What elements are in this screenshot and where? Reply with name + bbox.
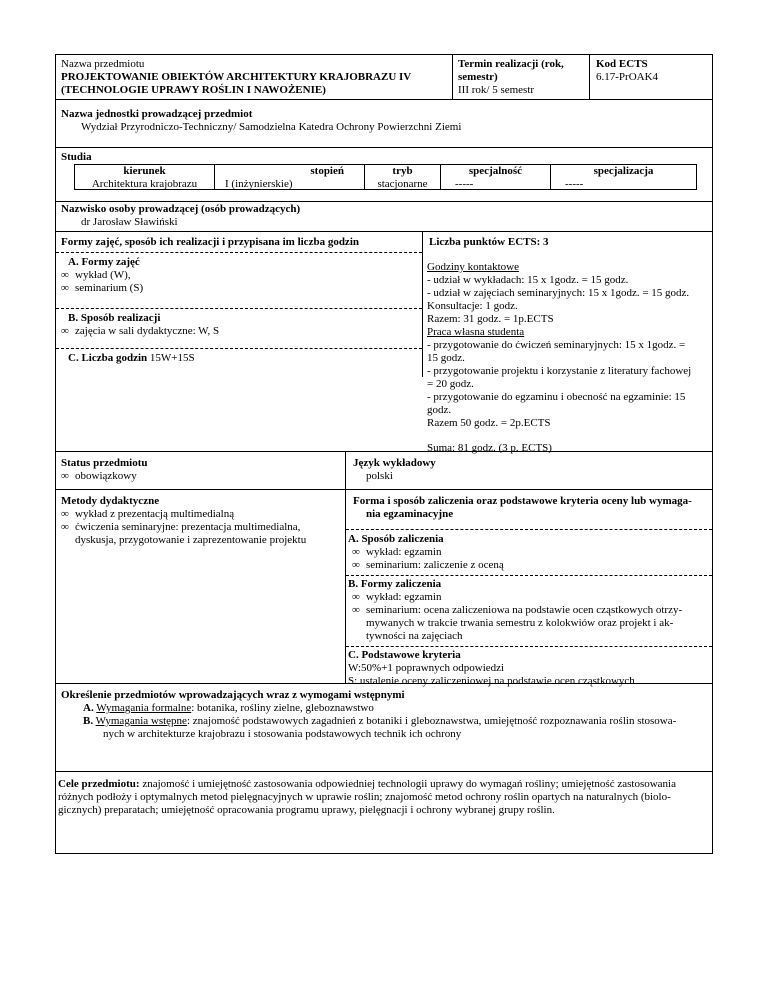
- list-item: ∞ seminarium (S): [61, 282, 144, 294]
- forms-column: [56, 232, 423, 377]
- bullet-icon: ∞: [352, 559, 360, 571]
- studies-col-tryb: [365, 165, 441, 189]
- requirements-section: [55, 684, 713, 772]
- subject-name-cell: [56, 55, 453, 99]
- subject-name-line2: (TECHNOLOGIE UPRAWY ROŚLIN I NAWOŻENIE): [61, 84, 326, 96]
- forms-c: [56, 348, 422, 365]
- term-cell: [453, 55, 590, 99]
- bullet-icon: ∞: [61, 508, 69, 520]
- studies-header-tryb: tryb: [392, 165, 413, 177]
- bullet-icon: ∞: [352, 604, 360, 616]
- requirements-formal: A. Wymagania formalne: botanika, rośliny zielne, gleboznawstwo: [83, 702, 374, 714]
- lecturer-value: dr Jarosław Sławiński: [81, 216, 178, 228]
- studies-col-stopien: [215, 165, 365, 189]
- list-item: ∞ seminarium: zaliczenie z oceną: [352, 559, 504, 571]
- status-list: [61, 470, 345, 483]
- forms-b: [56, 308, 422, 348]
- ects-own-line: - przygotowanie projektu i korzystanie z literatury fachowej: [427, 365, 692, 377]
- bullet-icon: ∞: [61, 325, 69, 337]
- subject-name-line1: PROJEKTOWANIE OBIEKTÓW ARCHITEKTURY KRAJOBRAZU IV: [61, 71, 412, 83]
- ects-own-work-label: Praca własna studenta: [427, 326, 525, 338]
- assessment-b-title: B. Formy zaliczenia: [348, 578, 442, 590]
- studies-value-specjalizacja: -----: [565, 178, 584, 190]
- goals-section: [55, 772, 713, 854]
- methods-list: [61, 508, 345, 547]
- assessment-a: [346, 530, 712, 576]
- language-label: Język wykładowy: [353, 457, 436, 469]
- list-item: ∞ wykład (W),: [61, 269, 131, 281]
- language-value: polski: [366, 470, 393, 482]
- forms-c-title: C. Liczba godzin: [68, 352, 148, 364]
- goals-line1: Cele przedmiotu: znajomość i umiejętność zastosowania odpowiedniej technologii uprawy do wymagań rośliny; umiejętność zastosowania: [58, 778, 676, 790]
- requirements-formal-label: Wymagania formalne: [96, 702, 192, 714]
- ects-contact-line: Razem: 31 godz. = 1p.ECTS: [427, 313, 554, 325]
- assessment-cell: [346, 490, 712, 687]
- ects-code-cell: [590, 55, 712, 99]
- studies-header-stopien: stopień: [310, 165, 344, 177]
- ects-own-line: = 20 godz.: [427, 378, 474, 390]
- ects-own-line: 15 godz.: [427, 352, 465, 364]
- ects-contact-label: Godziny kontaktowe: [427, 261, 519, 273]
- requirements-entry-label: Wymagania wstępne: [95, 715, 187, 727]
- bullet-icon: ∞: [352, 546, 360, 558]
- ects-code-label: Kod ECTS: [596, 58, 648, 70]
- ects-own-line: - przygotowanie do ćwiczeń seminaryjnych: 15 x 1godz. =: [427, 339, 686, 351]
- unit-section: [55, 100, 713, 148]
- unit-value: Wydział Przyrodniczo-Techniczny/ Samodzielna Katedra Ochrony Powierzchni Ziemi: [81, 121, 462, 133]
- ects-own-line: godz.: [427, 404, 452, 416]
- header-row: [55, 54, 713, 100]
- term-label-2: semestr): [458, 71, 498, 83]
- studies-label: Studia: [61, 151, 92, 163]
- methods-label: Metody dydaktyczne: [61, 495, 160, 507]
- bullet-icon: ∞: [61, 470, 69, 482]
- assessment-a-list: [348, 546, 712, 572]
- assessment-title-line2: nia egzaminacyjne: [366, 508, 454, 520]
- list-item: ∞ wykład: egzamin: [352, 591, 442, 603]
- unit-label: Nazwa jednostki prowadzącej przedmiot: [61, 108, 253, 120]
- term-value: III rok/ 5 semestr: [458, 84, 535, 96]
- studies-value-tryb: stacjonarne: [377, 178, 428, 190]
- forms-title: Formy zajęć, sposób ich realizacji i przypisana im liczba godzin: [61, 236, 359, 248]
- list-item: ∞ zajęcia w sali dydaktyczne: W, S: [61, 325, 220, 337]
- lecturer-label: Nazwisko osoby prowadzącej (osób prowadzących): [61, 203, 301, 215]
- studies-header-kierunek: kierunek: [123, 165, 166, 177]
- forms-b-title: B. Sposób realizacji: [68, 312, 161, 324]
- ects-own-line: Razem 50 godz. = 2p.ECTS: [427, 417, 551, 429]
- assessment-title-row: [346, 490, 712, 530]
- list-item: ∞ wykład z prezentacją multimedialną: [61, 508, 235, 520]
- forms-title-row: [56, 232, 422, 253]
- ects-column: [427, 232, 712, 455]
- assessment-c-line: W:50%+1 poprawnych odpowiedzi: [348, 662, 505, 674]
- ects-title: Liczba punktów ECTS: 3: [429, 236, 549, 248]
- ects-contact-line: - udział w wykładach: 15 x 1godz. = 15 godz.: [427, 274, 629, 286]
- assessment-a-title: A. Sposób zaliczenia: [348, 533, 444, 545]
- bullet-icon: ∞: [61, 282, 69, 294]
- term-label-1: Termin realizacji (rok,: [458, 58, 564, 70]
- requirements-title: Określenie przedmiotów wprowadzających wraz z wymogami wstępnymi: [61, 689, 405, 701]
- ects-title-row: [427, 232, 712, 252]
- forms-a-title: A. Formy zajęć: [68, 256, 140, 268]
- ects-contact-line: - udział w zajęciach seminaryjnych: 15 x 1godz. = 15 godz.: [427, 287, 690, 299]
- assessment-c: [346, 647, 712, 688]
- bullet-icon: ∞: [352, 591, 360, 603]
- list-item: ∞ ćwiczenia seminaryjne: prezentacja multimedialna, dyskusja, przygotowanie i zaprezentowanie projektu: [61, 521, 307, 546]
- assessment-title-line1: Forma i sposób zaliczenia oraz podstawowe kryteria oceny lub wymaga-: [353, 495, 692, 507]
- status-value: ∞ obowiązkowy: [61, 470, 137, 482]
- studies-value-kierunek: Architektura krajobrazu: [91, 178, 198, 190]
- goals-line3: gicznych) preparatach; umiejętność opracowania programu uprawy, pielęgnacji i ochrony wybranej grupy roślin.: [58, 804, 555, 816]
- studies-value-specjalnosc: -----: [455, 178, 474, 190]
- forms-c-value: 15W+15S: [149, 352, 195, 364]
- assessment-c-title: C. Podstawowe kryteria: [348, 649, 461, 661]
- forms-b-list: [61, 325, 422, 338]
- bullet-icon: ∞: [61, 269, 69, 281]
- forms-a-list: [61, 269, 422, 295]
- status-language-section: [55, 452, 713, 490]
- list-item: ∞ seminarium: ocena zaliczeniowa na podstawie ocen cząstkowych otrzy- mywanych w trakcie trwania semestru z kolokwiów oraz projekt i ak- tywności na zajęciach: [352, 604, 683, 642]
- ects-details: [427, 252, 712, 455]
- studies-section: [55, 148, 713, 202]
- ects-contact-line: Konsultacje: 1 godz.: [427, 300, 518, 312]
- studies-value-stopien: I (inżynierskie): [225, 178, 293, 190]
- studies-header-specjalizacja: specjalizacja: [593, 165, 654, 177]
- studies-col-specjalnosc: [441, 165, 551, 189]
- methods-assessment-section: [55, 490, 713, 687]
- status-label: Status przedmiotu: [61, 457, 148, 469]
- requirements-entry-line2: nych w architekturze krajobrazu i stosowania podstawowych technik ich ochrony: [103, 728, 462, 740]
- language-cell: [346, 452, 712, 489]
- ects-sum: Suma: 81 godz. (3 p. ECTS): [427, 442, 552, 454]
- goals-line2: różnych podłoży i optymalnych metod pielęgnacyjnych w uprawie roślin; znajomość metod ochrony roślin opartych na naturalnych (biolo-: [58, 791, 671, 803]
- forms-ects-section: [55, 232, 713, 452]
- subject-name-label: Nazwa przedmiotu: [61, 58, 145, 70]
- studies-col-kierunek: [75, 165, 215, 189]
- forms-a: [56, 253, 422, 308]
- assessment-b: [346, 576, 712, 647]
- studies-col-specjalizacja: [551, 165, 696, 189]
- status-cell: [56, 452, 346, 489]
- lecturer-section: [55, 202, 713, 232]
- list-item: ∞ wykład: egzamin: [352, 546, 442, 558]
- methods-cell: [56, 490, 346, 683]
- studies-header-specjalnosc: specjalność: [468, 165, 523, 177]
- assessment-b-list: [348, 591, 712, 643]
- ects-own-line: - przygotowanie do egzaminu i obecność na egzaminie: 15: [427, 391, 686, 403]
- bullet-icon: ∞: [61, 521, 69, 533]
- goals-label: Cele przedmiotu:: [58, 778, 140, 790]
- studies-table: [74, 164, 697, 190]
- requirements-entry: B. Wymagania wstępne: znajomość podstawowych zagadnień z botaniki i gleboznawstwa, umiejętność rozpoznawania roślin stosowa-: [83, 715, 677, 727]
- ects-code-value: 6.17-PrOAK4: [596, 71, 659, 83]
- assessment-c-line: S: ustalenie oceny zaliczeniowej na podstawie ocen cząstkowych: [348, 675, 635, 687]
